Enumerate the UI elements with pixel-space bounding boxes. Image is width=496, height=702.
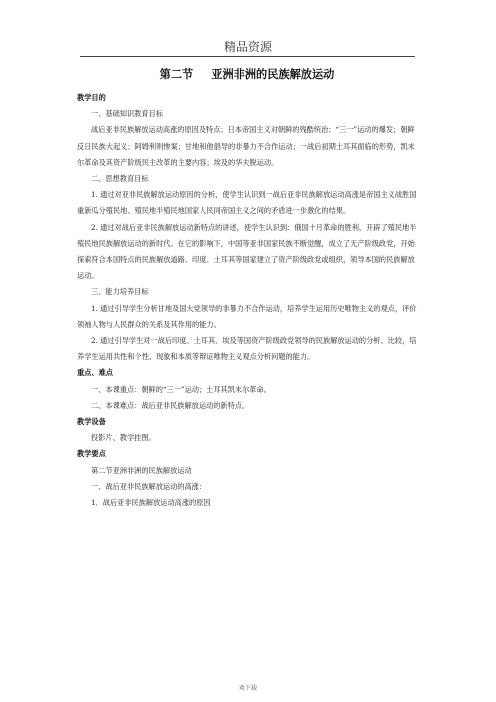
paragraph: 2. 通过对战后亚非民族解放运动新特点的讲述，使学生认识到：俄国十月革命的胜利，开辟了殖民地半殖民地民族解放运动的新时代。在它的影响下，中国等亚非国家民族不断觉醒，成立了无产阶级政党，开始探索符合本国特点的民族解放道路。印度、土耳其等国家建立了资产阶级政党或组织，领导本国的民族解放运动。 [77, 222, 417, 281]
section-heading: 教学目的 [77, 93, 106, 102]
paragraph: 1. 通过对亚非民族解放运动原因的分析，使学生认识到一战后亚非民族解放运动高涨是帝国主义战胜国重新瓜分殖民地、殖民地半殖民地国家人民同帝国主义之间的矛盾进一步激化的结果。 [77, 190, 417, 216]
section-heading: 教学设备 [77, 417, 106, 427]
paragraph: 战后亚非民族解放运动高涨的原因及特点；日本帝国主义对朝鲜的残酷统治；“三一”运动的爆发；朝鲜反日民族大起义；阿姆利则惨案；甘地和他倡导的非暴力不合作运动；一战后初期土耳其面临的形势，凯末尔革命及其资产阶级民主改革的主要内容；埃及的华夫脱运动。 [77, 125, 415, 167]
paragraph: 二、思想教育目标 [91, 174, 149, 184]
paragraph: 2. 通过引导学生对一战后印度、土耳其、埃及等国资产阶级政党领导的民族解放运动的分析、比较，培养学生运用共性和个性、现象和本质等辩证唯物主义观点分析问题的能力。 [77, 336, 417, 362]
paragraph: 1. 通过引导学生分析甘地及国大党领导的非暴力不合作运动，培养学生运用历史唯物主义的观点，评价领袖人物与人民群众的关系及其作用的能力。 [77, 303, 417, 329]
paragraph: 第二节亚洲非洲的民族解放运动 [91, 465, 192, 475]
section-heading: 教学要点 [77, 449, 106, 459]
paragraph: 投影片、教学挂图。 [91, 433, 156, 443]
section-heading: 重点、难点 [77, 368, 113, 378]
document-body [77, 62, 417, 511]
paragraph: 一、本课重点：朝鲜的“三一”运动；土耳其凯末尔革命。 [91, 384, 271, 394]
page-header: 精品资源 [223, 40, 272, 54]
paragraph: 二、本课难点：战后亚非民族解放运动的新特点。 [91, 400, 250, 410]
paragraph-list [77, 90, 417, 511]
section-name: 亚洲非洲的民族解放运动 [211, 68, 335, 81]
header-divider [80, 56, 415, 57]
section-number: 第二节 [159, 68, 194, 81]
paragraph: 一、基础知识教育目标 [91, 109, 163, 119]
paragraph: 三、能力培养目标 [91, 287, 149, 297]
paragraph: 一、战后亚非民族解放运动的高涨： [91, 481, 207, 491]
paragraph: 1．战后亚非民族解放运动高涨的原因 [91, 498, 211, 508]
page-footer: 欢下载 [238, 685, 257, 692]
document-title [77, 62, 417, 88]
